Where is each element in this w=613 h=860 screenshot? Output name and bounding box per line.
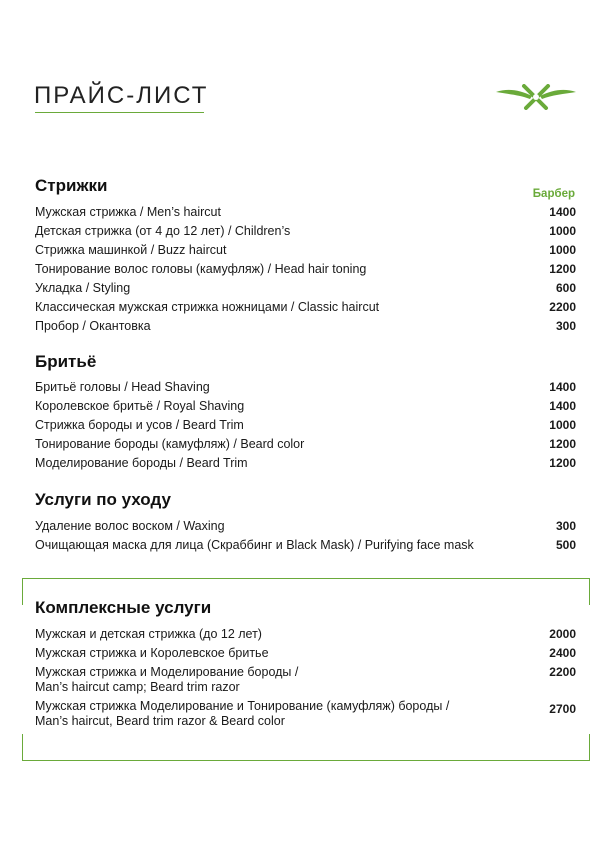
list-item — [35, 380, 576, 395]
item-name: Мужская и детская стрижка (до 12 лет) — [35, 627, 262, 641]
item-name: Тонирование волос головы (камуфляж) / Head hair toning — [35, 262, 367, 276]
column-header-barber: Барбер — [532, 188, 575, 200]
item-price: 2200 — [549, 665, 576, 679]
item-name: Моделирование бороды / Beard Trim — [35, 456, 248, 470]
combo-list — [35, 627, 576, 733]
item-name-line-2: Man’s haircut camp; Beard trim razor — [35, 680, 240, 694]
shaving-list — [35, 380, 576, 475]
item-name: Бритьё головы / Head Shaving — [35, 380, 210, 394]
item-price: 300 — [555, 319, 576, 333]
item-price: 500 — [555, 538, 576, 552]
item-price: 1000 — [549, 418, 576, 432]
combo-frame-bottom — [22, 760, 590, 761]
item-name-line-1: Мужская стрижка Моделирование и Тонирование (камуфляж) бороды / — [35, 699, 450, 713]
item-name: Мужская стрижка / Men’s haircut — [35, 205, 221, 219]
list-item — [35, 538, 576, 553]
list-item — [35, 646, 576, 661]
item-price: 2000 — [549, 627, 576, 641]
list-item — [35, 437, 576, 452]
item-price: 1400 — [549, 399, 576, 413]
list-item — [35, 519, 576, 534]
list-item — [35, 300, 576, 315]
list-item — [35, 281, 576, 296]
list-item — [35, 205, 576, 220]
combo-frame-top-left — [22, 578, 23, 605]
combo-frame-top-right — [589, 578, 590, 605]
item-name-line-2: Man’s haircut, Beard trim razor & Beard color — [35, 714, 285, 728]
haircuts-list — [35, 205, 576, 338]
item-price: 1400 — [549, 205, 576, 219]
item-name-line-1: Мужская стрижка и Моделирование бороды / — [35, 665, 299, 679]
list-item — [35, 699, 576, 729]
item-name: Удаление волос воском / Waxing — [35, 519, 225, 533]
section-title-care: Услуги по уходу — [35, 490, 171, 509]
section-title-haircuts: Стрижки — [35, 176, 108, 195]
item-price: 2200 — [549, 300, 576, 314]
section-title-combo: Комплексные услуги — [35, 598, 212, 617]
item-name: Детская стрижка (от 4 до 12 лет) / Children’s — [35, 224, 291, 238]
item-price: 1200 — [549, 456, 576, 470]
item-name: Королевское бритьё / Royal Shaving — [35, 399, 245, 413]
item-price: 1200 — [549, 437, 576, 451]
item-name: Тонирование бороды (камуфляж) / Beard color — [35, 437, 305, 451]
item-name: Классическая мужская стрижка ножницами / Classic haircut — [35, 300, 380, 314]
item-name: Стрижка бороды и усов / Beard Trim — [35, 418, 244, 432]
list-item — [35, 456, 576, 471]
list-item — [35, 224, 576, 239]
item-price: 1000 — [549, 243, 576, 257]
item-name: Мужская стрижка и Королевское бритье — [35, 646, 269, 660]
item-name: Очищающая маска для лица (Скраббинг и Black Mask) / Purifying face mask — [35, 538, 474, 552]
item-price: 600 — [555, 281, 576, 295]
item-price: 2700 — [549, 702, 576, 716]
item-name — [35, 699, 449, 729]
list-item — [35, 418, 576, 433]
mustache-razor-icon — [494, 84, 578, 110]
list-item — [35, 319, 576, 334]
item-name: Стрижка машинкой / Buzz haircut — [35, 243, 227, 257]
combo-frame-top — [22, 578, 590, 579]
item-price: 1200 — [549, 262, 576, 276]
combo-frame-bottom-left — [22, 734, 23, 761]
item-name: Пробор / Окантовка — [35, 319, 151, 333]
page-title: ПРАЙС-ЛИСТ — [34, 82, 209, 109]
care-list — [35, 519, 576, 557]
combo-frame-bottom-right — [589, 734, 590, 761]
item-price: 1400 — [549, 380, 576, 394]
title-underline — [35, 112, 204, 113]
item-name — [35, 665, 298, 695]
list-item — [35, 262, 576, 277]
item-price: 1000 — [549, 224, 576, 238]
item-price: 300 — [555, 519, 576, 533]
list-item — [35, 665, 576, 695]
section-title-shaving: Бритьё — [35, 352, 97, 371]
item-price: 2400 — [549, 646, 576, 660]
list-item — [35, 243, 576, 258]
list-item — [35, 627, 576, 642]
item-name: Укладка / Styling — [35, 281, 131, 295]
list-item — [35, 399, 576, 414]
